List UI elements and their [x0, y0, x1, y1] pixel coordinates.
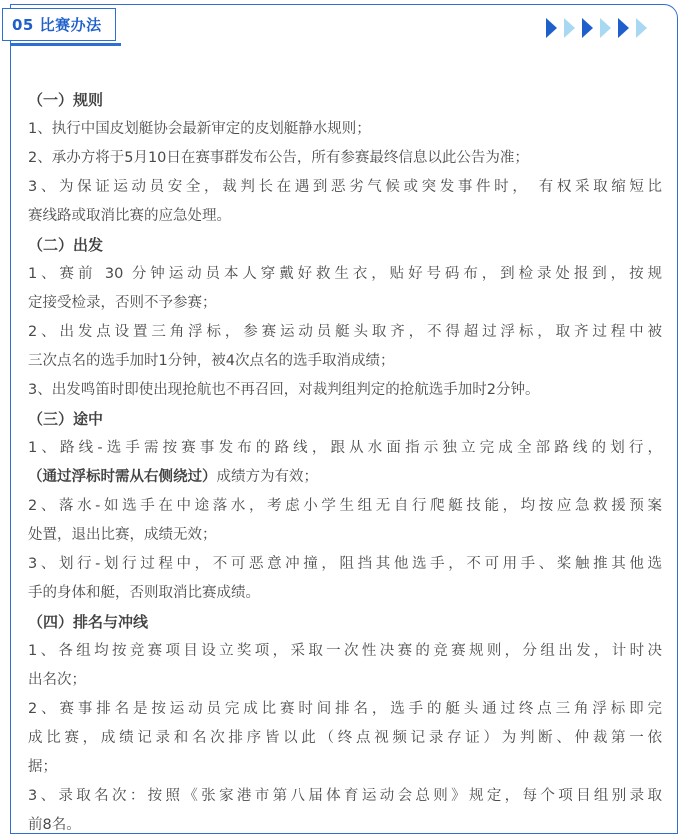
section-heading-course: （三）途中 [28, 410, 104, 428]
rule-line: 出名次； [28, 672, 86, 688]
decorative-arrows [546, 18, 647, 38]
rule-line: 1、路线-选手需按赛事发布的路线，跟从水面指示独立完成全部路线的划行， [28, 440, 662, 456]
rules-content [28, 86, 662, 840]
rule-line [28, 463, 662, 492]
section-tag [2, 8, 116, 41]
arrow-right-icon [636, 18, 647, 38]
rule-line: 3、划行-划行过程中，不可恶意冲撞，阻挡其他选手，不可用手、桨触推其他选 [28, 556, 662, 572]
rule-line: 2、落水-如选手在中途落水，考虑小学生组无自行爬艇技能，均按应急救援预案 [28, 498, 662, 514]
rule-line: 1、各组均按竞赛项目设立奖项，采取一次性决赛的竞赛规则，分组出发，计时决 [28, 643, 662, 659]
rule-line: 据； [28, 759, 57, 775]
rule-line: 三次点名的选手加时1分钟，被4次点名的选手取消成绩； [28, 353, 395, 369]
rule-line: 1、执行中国皮划艇协会最新审定的皮划艇静水规则； [28, 121, 371, 137]
section-tag-label: 05 比赛办法 [12, 16, 102, 34]
section-heading-start: （二）出发 [28, 236, 104, 254]
arrow-right-icon [546, 18, 557, 38]
section-heading-rules: （一）规则 [28, 91, 104, 109]
rule-line: 2、承办方将于5月10日在赛事群发布公告，所有参赛最终信息以此公告为准； [28, 150, 529, 166]
rule-emphasis: （通过浮标时需从右侧绕过） [28, 469, 217, 485]
rule-line: 1、赛前 30 分钟运动员本人穿戴好救生衣，贴好号码布，到检录处报到，按规 [28, 266, 662, 282]
rule-line: 手的身体和艇，否则取消比赛成绩。 [28, 585, 260, 601]
section-heading-ranking: （四）排名与冲线 [28, 613, 149, 631]
arrow-right-icon [564, 18, 575, 38]
rule-line: 赛线路或取消比赛的应急处理。 [28, 208, 231, 224]
rule-line: 3、录取名次：按照《张家港市第八届体育运动会总则》规定，每个项目组别录取 [28, 788, 662, 804]
rule-line: 3、出发鸣笛时即使出现抢航也不再召回，对裁判组判定的抢航选手加时2分钟。 [28, 382, 540, 398]
rule-text: 成绩方为有效； [216, 469, 318, 485]
rule-line: 2、赛事排名是按运动员完成比赛时间排名，选手的艇头通过终点三角浮标即完 [28, 701, 662, 717]
rule-line: 3、为保证运动员安全，裁判长在遇到恶劣气候或突发事件时， 有权采取缩短比 [28, 179, 662, 195]
arrow-right-icon [618, 18, 629, 38]
rule-line: 2、出发点设置三角浮标，参赛运动员艇头取齐，不得超过浮标，取齐过程中被 [28, 324, 662, 340]
rule-line: 成比赛，成绩记录和名次排序皆以此（终点视频记录存证）为判断、仲裁第一依 [28, 730, 662, 746]
rule-line: 处置，退出比赛，成绩无效； [28, 527, 217, 543]
rule-line: 定接受检录，否则不予参赛； [28, 295, 217, 311]
rule-line: 前8名。 [28, 817, 81, 833]
arrow-right-icon [600, 18, 611, 38]
arrow-right-icon [582, 18, 593, 38]
